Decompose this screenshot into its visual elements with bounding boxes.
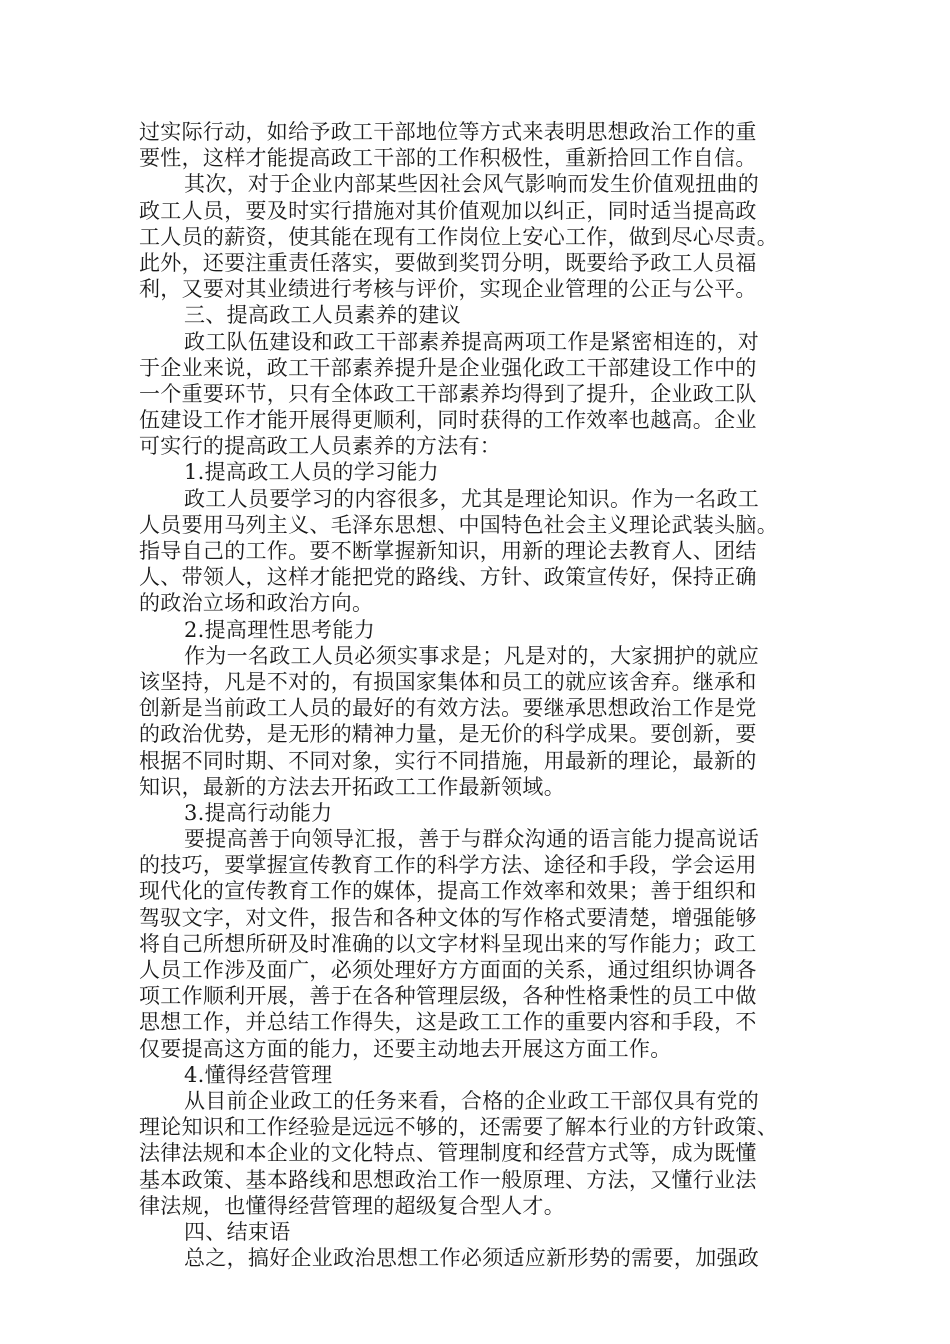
text-line: 从目前企业政工的任务来看，合格的企业政工干部仅具有党的 (184, 1088, 760, 1113)
text-line: 一个重要环节，只有全体政工干部素养均得到了提升，企业政工队 (139, 381, 757, 406)
text-line: 人、带领人，这样才能把党的路线、方针、政策宣传好，保持正确 (139, 565, 757, 590)
text-line: 4.懂得经营管理 (184, 1062, 333, 1087)
text-line: 法律法规和本企业的文化特点、管理制度和经营方式等，成为既懂 (139, 1141, 757, 1166)
text-line: 的政治立场和政治方向。 (139, 591, 374, 616)
text-line: 项工作顺利开展，善于在各种管理层级，各种性格秉性的员工中做 (139, 984, 757, 1009)
text-line: 律法规，也懂得经营管理的超级复合型人才。 (139, 1193, 565, 1218)
text-line: 将自己所想所研及时准确的以文字材料呈现出来的写作能力；政工 (139, 931, 757, 956)
text-line: 2.提高理性思考能力 (184, 617, 376, 642)
text-line: 要性，这样才能提高政工干部的工作积极性，重新拾回工作自信。 (139, 146, 757, 171)
text-line: 3.提高行动能力 (184, 800, 333, 825)
text-line: 要提高善于向领导汇报，善于与群众沟通的语言能力提高说话 (184, 827, 760, 852)
text-line: 指导自己的工作。要不断掌握新知识，用新的理论去教育人、团结 (139, 539, 757, 563)
text-line: 可实行的提高政工人员素养的方法有： (139, 434, 502, 459)
text-line: 理论知识和工作经验是远远不够的，还需要了解本行业的方针政策、 (139, 1115, 778, 1140)
text-line: 仅要提高这方面的能力，还要主动地去开展这方面工作。 (139, 1036, 672, 1061)
text-line: 伍建设工作才能开展得更顺利，同时获得的工作效率也越高。企业 (139, 408, 757, 433)
text-line: 于企业来说，政工干部素养提升是企业强化政工干部建设工作中的 (139, 355, 757, 380)
text-line: 1.提高政工人员的学习能力 (184, 460, 439, 485)
text-line: 人员要用马列主义、毛泽东思想、中国特色社会主义理论武装头脑。 (139, 512, 778, 537)
text-line: 思想工作，并总结工作得失，这是政工工作的重要内容和手段，不 (139, 1010, 757, 1035)
text-line: 总之，搞好企业政治思想工作必须适应新形势的需要，加强政 (184, 1246, 760, 1271)
text-line: 根据不同时期、不同对象，实行不同措施，用最新的理论，最新的 (139, 748, 757, 773)
text-line: 政工人员要学习的内容很多，尤其是理论知识。作为一名政工 (184, 486, 760, 511)
text-line: 创新是当前政工人员的最好的有效方法。要继承思想政治工作是党 (139, 696, 757, 721)
text-line: 其次，对于企业内部某些因社会风气影响而发生价值观扭曲的 (184, 172, 760, 197)
text-line: 四、结束语 (184, 1219, 291, 1244)
text-line: 此外，还要注重责任落实，要做到奖罚分明，既要给予政工人员福 (139, 250, 757, 275)
text-line: 政工人员，要及时实行措施对其价值观加以纠正，同时适当提高政 (139, 198, 757, 223)
text-line: 三、提高政工人员素养的建议 (184, 303, 461, 328)
text-line: 过实际行动，如给予政工干部地位等方式来表明思想政治工作的重 (139, 120, 757, 144)
document-body (139, 119, 799, 1271)
text-line: 人员工作涉及面广，必须处理好方方面面的关系，通过组织协调各 (139, 958, 757, 982)
text-line: 政工队伍建设和政工干部素养提高两项工作是紧密相连的，对 (184, 329, 760, 354)
text-line: 利，又要对其业绩进行考核与评价，实现企业管理的公正与公平。 (139, 277, 757, 302)
text-line: 作为一名政工人员必须实事求是；凡是对的，大家拥护的就应 (184, 643, 760, 668)
text-line: 基本政策、基本路线和思想政治工作一般原理、方法，又懂行业法 (139, 1167, 757, 1192)
text-line: 现代化的宣传教育工作的媒体，提高工作效率和效果；善于组织和 (139, 879, 757, 904)
text-line: 该坚持，凡是不对的，有损国家集体和员工的就应该舍弃。继承和 (139, 669, 757, 694)
text-line: 驾驭文字，对文件，报告和各种文体的写作格式要清楚，增强能够 (139, 905, 757, 930)
text-line: 知识，最新的方法去开拓政工工作最新领域。 (139, 774, 565, 799)
text-line: 工人员的薪资，使其能在现有工作岗位上安心工作，做到尽心尽责。 (139, 224, 778, 249)
text-line: 的政治优势，是无形的精神力量，是无价的科学成果。要创新，要 (139, 722, 757, 747)
text-line: 的技巧，要掌握宣传教育工作的科学方法、途径和手段，学会运用 (139, 853, 757, 878)
